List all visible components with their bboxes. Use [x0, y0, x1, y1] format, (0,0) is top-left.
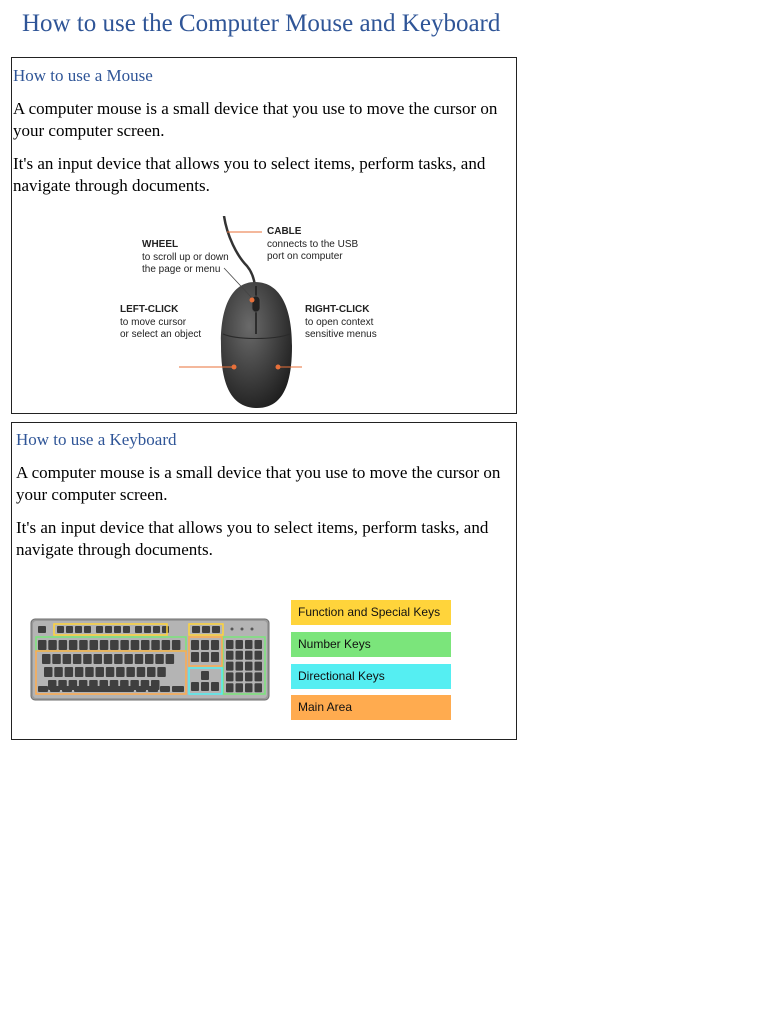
keyboard-key [114, 626, 121, 633]
keyboard-key [135, 654, 144, 664]
keyboard-key [147, 667, 156, 677]
keyboard-paragraph-2: It's an input device that allows you to select items, perform tasks, and navigate through documents. [16, 518, 489, 559]
left-click-callout [120, 304, 201, 342]
keyboard-key [52, 654, 61, 664]
mouse-card [11, 57, 517, 414]
mouse-diagram [102, 216, 402, 412]
keyboard-key [212, 626, 220, 633]
keyboard-key [245, 651, 253, 660]
keyboard-key [38, 686, 48, 692]
keyboard-key [83, 654, 92, 664]
keyboard-key [255, 651, 263, 660]
keyboard-heading: How to use a Keyboard [16, 430, 177, 449]
cable-callout-line2: port on computer [267, 251, 343, 262]
keyboard-key [42, 654, 51, 664]
keyboard-key [226, 672, 234, 681]
keyboard-key [135, 626, 142, 633]
keyboard-key [123, 626, 130, 633]
keyboard-key [255, 672, 263, 681]
keyboard-key [245, 662, 253, 671]
keyboard-key [162, 626, 169, 633]
mouse-paragraph-1: A computer mouse is a small device that you use to move the cursor on your computer screen. [13, 99, 498, 140]
keyboard-key [255, 683, 263, 692]
keyboard-key [96, 626, 103, 633]
keyboard-key [160, 686, 170, 692]
keyboard-key [57, 626, 64, 633]
keyboard-key [141, 640, 150, 650]
keyboard-key [100, 640, 109, 650]
keyboard-key [59, 640, 68, 650]
keyboard-key [66, 626, 73, 633]
wheel-callout [142, 239, 229, 277]
keyboard-key [75, 667, 84, 677]
keyboard-key [236, 683, 244, 692]
keyboard-key [38, 640, 47, 650]
right-click-callout-title: RIGHT-CLICK [305, 304, 370, 315]
keyboard-key [172, 640, 181, 650]
mouse-paragraph-2: It's an input device that allows you to select items, perform tasks, and navigate through documents. [13, 154, 486, 195]
keyboard-key [69, 640, 78, 650]
keyboard-key [105, 626, 112, 633]
keyboard-paragraph-1: A computer mouse is a small device that you use to move the cursor on your computer screen. [16, 463, 501, 504]
left-click-callout-line1: to move cursor [120, 316, 187, 328]
keyboard-key [226, 640, 234, 649]
keyboard-key [211, 682, 219, 691]
keyboard-key [48, 640, 57, 650]
legend-main-area: Main Area [291, 695, 451, 720]
keyboard-key [38, 626, 46, 633]
keyboard-key [144, 626, 151, 633]
keyboard-key [155, 654, 164, 664]
cable-callout [267, 226, 358, 264]
legend-directional-keys: Directional Keys [291, 664, 451, 689]
left-click-callout-line2: or select an object [120, 329, 202, 340]
keyboard-key [114, 654, 123, 664]
keyboard-key [79, 640, 88, 650]
keyboard-key [131, 640, 140, 650]
keyboard-key [50, 686, 60, 692]
keyboard-key [116, 667, 125, 677]
keyboard-key [136, 686, 146, 692]
keyboard-key [65, 667, 74, 677]
keyboard-illustration [30, 618, 270, 702]
keyboard-key [54, 667, 63, 677]
keyboard-key [211, 652, 219, 662]
keyboard-key [96, 667, 105, 677]
keyboard-key [226, 662, 234, 671]
keyboard-key [75, 626, 82, 633]
keyboard-card [11, 422, 517, 740]
cable-callout-title: CABLE [267, 226, 302, 237]
keyboard-key [172, 686, 184, 692]
keyboard-key [120, 640, 128, 650]
keyboard-key [191, 640, 199, 650]
keyboard-key [110, 640, 119, 650]
keyboard-key [255, 662, 263, 671]
wheel-callout-line1: to scroll up or down [142, 251, 229, 263]
keyboard-key [201, 652, 209, 662]
keyboard-key [63, 654, 72, 664]
keyboard-key [94, 654, 103, 664]
keyboard-key [191, 652, 199, 662]
keyboard-key [162, 640, 171, 650]
keyboard-key [145, 654, 154, 664]
keyboard-key [236, 672, 244, 681]
keyboard-key [153, 626, 160, 633]
keyboard-key [124, 654, 132, 664]
keyboard-key [73, 654, 82, 664]
keyboard-key [245, 672, 253, 681]
cable-callout-line1: connects to the USB [267, 238, 359, 250]
keyboard-key [85, 667, 94, 677]
keyboard-key [137, 667, 146, 677]
keyboard-key [151, 640, 160, 650]
keyboard-key [74, 686, 134, 692]
keyboard-key [236, 640, 244, 649]
keyboard-key [90, 640, 99, 650]
legend-number-keys: Number Keys [291, 632, 451, 657]
keyboard-key [202, 626, 210, 633]
keyboard-key [236, 651, 244, 660]
keyboard-key [211, 640, 219, 650]
keyboard-key [201, 682, 209, 691]
keyboard-key [245, 683, 253, 692]
keyboard-key [104, 654, 113, 664]
right-click-callout-line1: to open context [305, 316, 374, 328]
keyboard-key [157, 667, 166, 677]
keyboard-key [106, 667, 115, 677]
legend-function-keys: Function and Special Keys [291, 600, 451, 625]
keyboard-key [245, 640, 253, 649]
keyboard-key [44, 667, 53, 677]
keyboard-key [226, 683, 234, 692]
keyboard-key [255, 640, 263, 649]
keyboard-key [84, 626, 91, 633]
keyboard-key [236, 662, 244, 671]
keyboard-key [166, 654, 175, 664]
keyboard-key [192, 626, 200, 633]
mouse-heading: How to use a Mouse [13, 66, 153, 85]
right-click-callout [305, 304, 377, 342]
wheel-callout-line2: the page or menu [142, 264, 221, 275]
right-click-callout-line2: sensitive menus [305, 329, 377, 340]
keyboard-key [148, 686, 158, 692]
keyboard-key [201, 671, 209, 680]
left-click-callout-title: LEFT-CLICK [120, 304, 179, 315]
keyboard-key [191, 682, 199, 691]
keyboard-key [126, 667, 134, 677]
keyboard-key [201, 640, 209, 650]
keyboard-key [226, 651, 234, 660]
wheel-callout-title: WHEEL [142, 239, 179, 250]
keyboard-key [62, 686, 72, 692]
page-title: How to use the Computer Mouse and Keyboard [22, 10, 501, 37]
